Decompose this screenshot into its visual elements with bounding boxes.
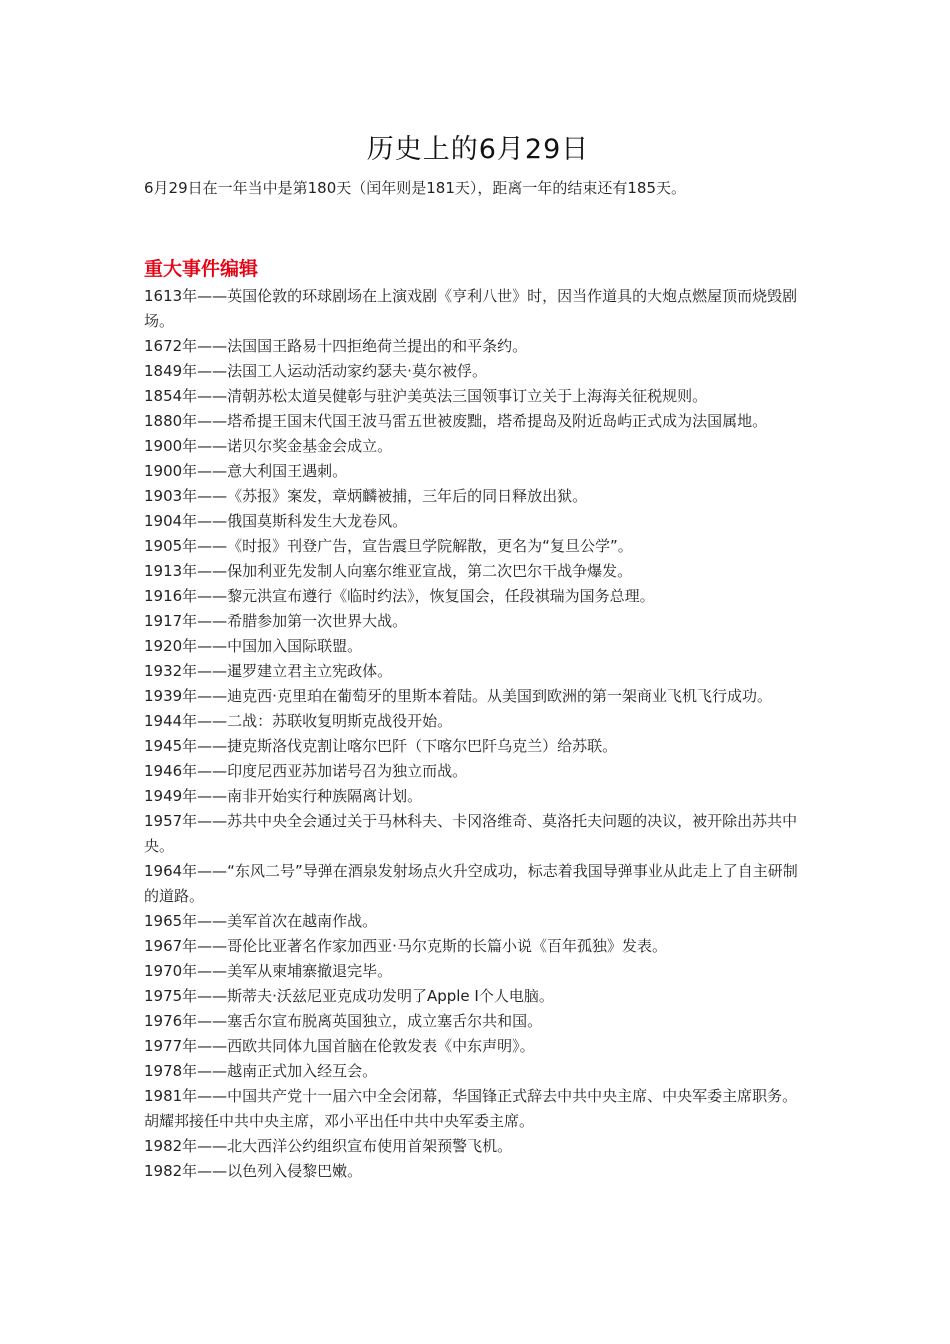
- event-item: 1975年——斯蒂夫·沃兹尼亚克成功发明了Apple I个人电脑。: [144, 987, 554, 1005]
- event-item: 1913年——保加利亚先发制人向塞尔维亚宣战，第二次巴尔干战争爆发。: [144, 562, 633, 580]
- event-item: 1920年——中国加入国际联盟。: [144, 637, 363, 655]
- event-item: 1949年——南非开始实行种族隔离计划。: [144, 787, 423, 805]
- event-item: 1977年——西欧共同体九国首脑在伦敦发表《中东声明》。: [144, 1037, 535, 1055]
- event-item: 1905年——《时报》刊登广告，宣告震旦学院解散，更名为“复旦公学”。: [144, 537, 633, 555]
- event-item: 1964年——“东风二号”导弹在酒泉发射场点火升空成功，标志着我国导弹事业从此走上了自主研制的道路。: [144, 862, 798, 905]
- event-item: 1849年——法国工人运动活动家约瑟夫·莫尔被俘。: [144, 362, 487, 380]
- section-heading-major-events: 重大事件编辑: [144, 258, 259, 280]
- event-item: 1672年——法国国王路易十四拒绝荷兰提出的和平条约。: [144, 337, 528, 355]
- event-item: 1982年——以色列入侵黎巴嫩。: [144, 1162, 363, 1180]
- event-item: 1944年——二战：苏联收复明斯克战役开始。: [144, 712, 453, 730]
- event-item: 1965年——美军首次在越南作战。: [144, 912, 378, 930]
- event-item: 1981年——中国共产党十一届六中全会闭幕，华国锋正式辞去中共中央主席、中央军委主席职务。胡耀邦接任中共中央主席，邓小平出任中共中央军委主席。: [144, 1087, 798, 1130]
- event-item: 1903年——《苏报》案发，章炳麟被捕，三年后的同日释放出狱。: [144, 487, 588, 505]
- event-item: 1982年——北大西洋公约组织宣布使用首架预警飞机。: [144, 1137, 513, 1155]
- event-item: 1917年——希腊参加第一次世界大战。: [144, 612, 408, 630]
- event-item: 1904年——俄国莫斯科发生大龙卷风。: [144, 512, 408, 530]
- event-item: 1916年——黎元洪宣布遵行《临时约法》，恢复国会，任段祺瑞为国务总理。: [144, 587, 655, 605]
- event-item: 1932年——暹罗建立君主立宪政体。: [144, 662, 393, 680]
- page-title: 历史上的6月29日: [366, 134, 590, 165]
- event-item: 1900年——意大利国王遇刺。: [144, 462, 348, 480]
- event-item: 1976年——塞舌尔宣布脱离英国独立，成立塞舌尔共和国。: [144, 1012, 543, 1030]
- event-item: 1957年——苏共中央全会通过关于马林科夫、卡冈洛维奇、莫洛托夫问题的决议，被开除出苏共中央。: [144, 812, 798, 855]
- event-item: 1854年——清朝苏松太道吴健彰与驻沪美英法三国领事订立关于上海海关征税规则。: [144, 387, 708, 405]
- event-item: 1946年——印度尼西亚苏加诺号召为独立而战。: [144, 762, 468, 780]
- document-body: [144, 132, 812, 1184]
- event-item: 1880年——塔希提王国末代国王波马雷五世被废黜，塔希提岛及附近岛屿正式成为法国属地。: [144, 412, 768, 430]
- event-item: 1945年——捷克斯洛伐克割让喀尔巴阡（下喀尔巴阡乌克兰）给苏联。: [144, 737, 618, 755]
- event-list: [144, 284, 812, 1184]
- event-item: 1900年——诺贝尔奖金基金会成立。: [144, 437, 393, 455]
- event-item: 1939年——迪克西·克里珀在葡萄牙的里斯本着陆。从美国到欧洲的第一架商业飞机飞行成功。: [144, 687, 772, 705]
- event-item: 1970年——美军从柬埔寨撤退完毕。: [144, 962, 393, 980]
- event-item: 1978年——越南正式加入经互会。: [144, 1062, 378, 1080]
- event-item: 1613年——英国伦敦的环球剧场在上演戏剧《亨利八世》时，因当作道具的大炮点燃屋顶而烧毁剧场。: [144, 287, 798, 330]
- event-item: 1967年——哥伦比亚著名作家加西亚·马尔克斯的长篇小说《百年孤独》发表。: [144, 937, 667, 955]
- intro-paragraph: 6月29日在一年当中是第180天（闰年则是181天），距离一年的结束还有185天。: [144, 179, 687, 197]
